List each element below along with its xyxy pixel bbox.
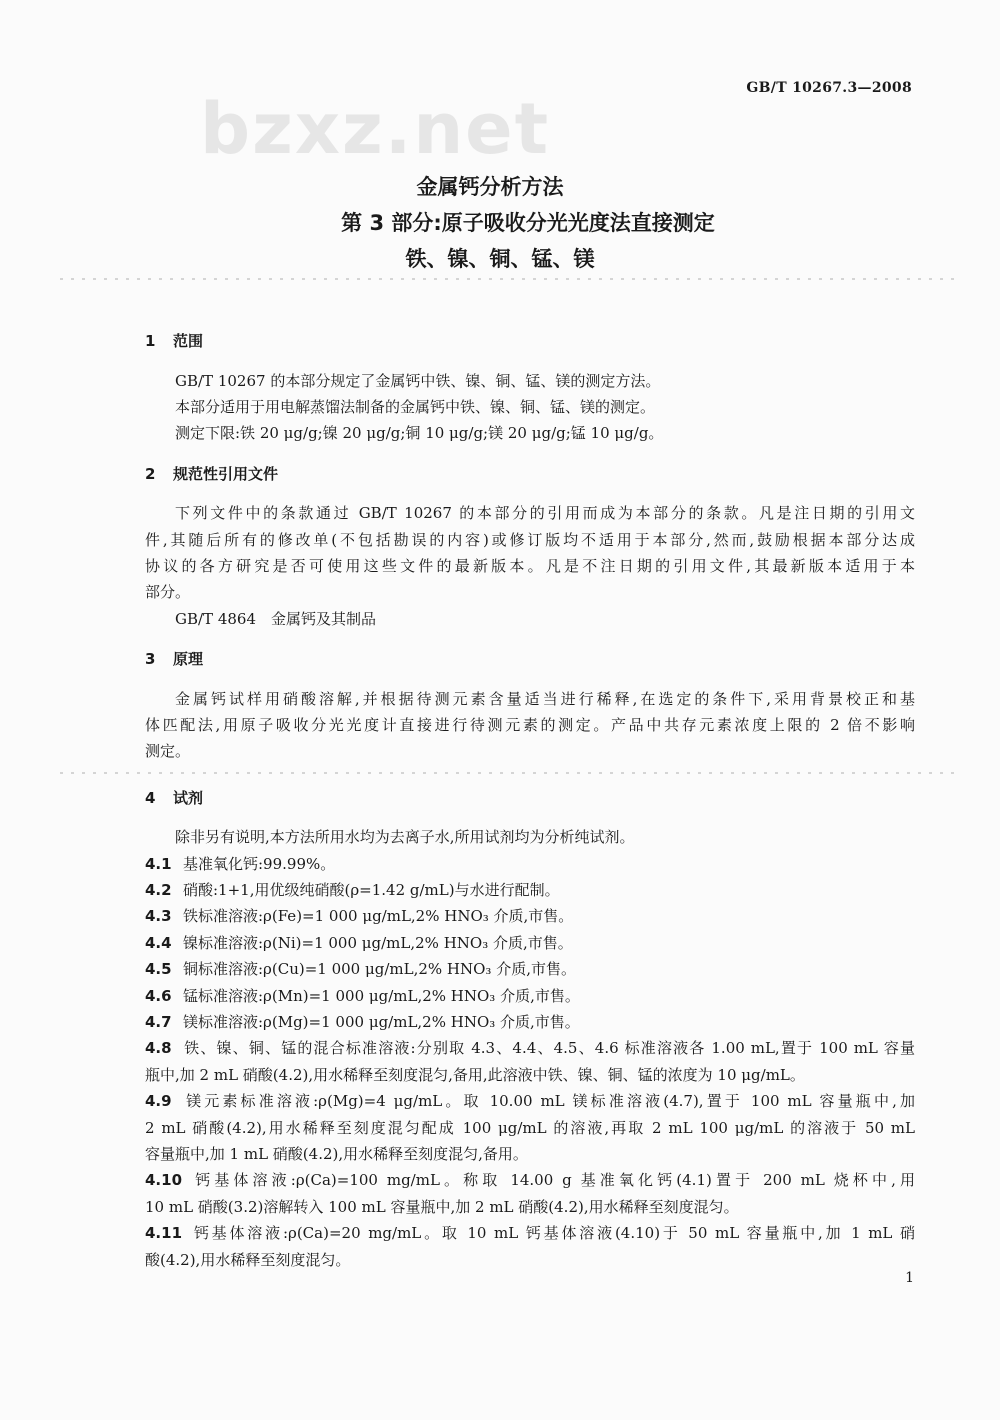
reagent-item [145, 1035, 915, 1088]
section-heading [145, 328, 915, 355]
reagent-line [145, 1167, 915, 1193]
reagent-number: 4.9 [145, 1092, 172, 1111]
reagent-line [145, 1194, 915, 1220]
reagent-line [145, 877, 915, 903]
reagent-text: 锰标准溶液:ρ(Mn)=1 000 μg/mL,2% HNO₃ 介质,市售。 [183, 986, 580, 1005]
reagent-text: 镁元素标准溶液:ρ(Mg)=4 μg/mL。取 10.00 mL 镁标准溶液(4.7),置于 100 mL 容量瓶中,加 [183, 1092, 915, 1111]
reagent-line [145, 1220, 915, 1246]
reagent-number: 4.1 [145, 854, 172, 873]
paragraph-line: 除非另有说明,本方法所用水均为去离子水,所用试剂均为分析纯试剂。 [175, 828, 635, 847]
spacer [145, 447, 915, 461]
watermark: bzxz.net [200, 88, 551, 170]
paragraph-line: 下列文件中的条款通过 GB/T 10267 的本部分的引用而成为本部分的条款。凡是注日期的引用文 [175, 504, 915, 523]
document-title: 金属钙分析方法 [416, 175, 564, 199]
section-heading [145, 461, 915, 488]
reagent-number: 4.10 [145, 1171, 183, 1190]
reagent-number: 4.7 [145, 1013, 172, 1032]
reagent-item [145, 851, 915, 877]
reagent-line [145, 930, 915, 956]
reagent-item [145, 877, 915, 903]
reagent-item [145, 1009, 915, 1035]
paragraph-line: GB/T 10267 的本部分规定了金属钙中铁、镍、铜、锰、镁的测定方法。 [175, 371, 661, 390]
reagent-line [145, 1247, 915, 1273]
reagent-number: 4.5 [145, 960, 172, 979]
reagent-line [145, 1115, 915, 1141]
section-title: 规范性引用文件 [173, 464, 279, 483]
section-number: 4 [145, 788, 156, 807]
paragraph-line: 体匹配法,用原子吸收分光光度计直接进行待测元素的测定。产品中共存元素浓度上限的 2 倍不影响 [145, 716, 915, 735]
standard-number: GB/T 10267.3—2008 [746, 80, 912, 96]
reagent-item [145, 956, 915, 982]
reagent-item [145, 903, 915, 929]
reagent-number: 4.6 [145, 986, 172, 1005]
reagent-text: 钙基体溶液:ρ(Ca)=100 mg/mL。称取 14.00 g 基准氧化钙(4.1)置于 200 mL 烧杯中,用 [191, 1171, 915, 1190]
section-number: 3 [145, 650, 156, 669]
section-heading [145, 646, 915, 673]
reagent-number: 4.4 [145, 933, 172, 952]
reagent-item [145, 983, 915, 1009]
reagent-line [145, 956, 915, 982]
reagent-number: 4.8 [145, 1039, 172, 1058]
reagent-item [145, 930, 915, 956]
reagent-line [145, 983, 915, 1009]
normative-reference: GB/T 4864 金属钙及其制品 [175, 609, 377, 628]
reagent-text: 2 mL 硝酸(4.2),用水稀释至刻度混匀配成 100 μg/mL 的溶液,再取 2 mL 100 μg/mL 的溶液于 50 mL [145, 1118, 915, 1137]
section-number: 2 [145, 464, 156, 483]
paragraph-line: 本部分适用于用电解蒸馏法制备的金属钙中铁、镍、铜、锰、镁的测定。 [175, 397, 656, 416]
reagent-text: 钙基体溶液:ρ(Ca)=20 mg/mL。取 10 mL 钙基体溶液(4.10)于 50 mL 容量瓶中,加 1 mL 硝 [191, 1224, 915, 1243]
reagent-number: 4.3 [145, 907, 172, 926]
reagent-item [145, 1088, 915, 1167]
paragraph-line: 测定下限:铁 20 μg/g;镍 20 μg/g;铜 10 μg/g;镁 20 μg/g;锰 10 μg/g。 [175, 424, 664, 443]
reagent-line [145, 903, 915, 929]
section-title: 试剂 [173, 788, 204, 807]
reagent-text: 镍标准溶液:ρ(Ni)=1 000 μg/mL,2% HNO₃ 介质,市售。 [183, 933, 573, 952]
reagent-text: 镁标准溶液:ρ(Mg)=1 000 μg/mL,2% HNO₃ 介质,市售。 [183, 1013, 580, 1032]
paragraph-line: 部分。 [145, 583, 191, 602]
section-title: 范围 [173, 332, 204, 350]
reagent-line [145, 1088, 915, 1114]
section-number: 1 [145, 332, 156, 350]
reagent-line [145, 1062, 915, 1088]
paragraph-line: 协议的各方研究是否可使用这些文件的最新版本。凡是不注日期的引用文件,其最新版本适用于本 [145, 556, 915, 575]
reagent-line [145, 1035, 915, 1061]
spacer [145, 632, 915, 646]
reagent-item [145, 1220, 915, 1273]
section-heading [145, 785, 915, 812]
reagent-line [145, 1009, 915, 1035]
reagent-item [145, 1167, 915, 1220]
reagent-text: 瓶中,加 2 mL 硝酸(4.2),用水稀释至刻度混匀,备用,此溶液中铁、镍、铜、锰的浓度为 10 μg/mL。 [145, 1065, 805, 1084]
paragraph-line: 测定。 [145, 742, 191, 761]
scan-noise [60, 278, 960, 280]
reagent-text: 硝酸:1+1,用优级纯硝酸(ρ=1.42 g/mL)与水进行配制。 [183, 881, 560, 900]
reagent-text: 容量瓶中,加 1 mL 硝酸(4.2),用水稀释至刻度混匀,备用。 [145, 1144, 528, 1163]
reagent-text: 基准氧化钙:99.99%。 [183, 854, 336, 873]
reagent-line [145, 1141, 915, 1167]
paragraph-line: 件,其随后所有的修改单(不包括勘误的内容)或修订版均不适用于本部分,然而,鼓励根据本部分达成 [145, 530, 915, 549]
section-title: 原理 [173, 650, 204, 669]
reagent-text: 10 mL 硝酸(3.2)溶解转入 100 mL 容量瓶中,加 2 mL 硝酸(4.2),用水稀释至刻度混匀。 [145, 1197, 739, 1216]
document-body [145, 328, 915, 1273]
reagent-text: 铁、镍、铜、锰的混合标准溶液:分别取 4.3、4.4、4.5、4.6 标准溶液各 1.00 mL,置于 100 mL 容量 [183, 1039, 915, 1058]
paragraph-line: 金属钙试样用硝酸溶解,并根据待测元素含量适当进行稀释,在选定的条件下,采用背景校正和基 [175, 689, 915, 708]
document-subtitle: 第 3 部分:原子吸收分光光度法直接测定 [341, 211, 715, 235]
reagent-number: 4.11 [145, 1224, 183, 1243]
reagent-number: 4.2 [145, 881, 172, 900]
document-subtitle-elements: 铁、镍、铜、锰、镁 [405, 247, 595, 271]
reagent-line [145, 851, 915, 877]
reagent-text: 铜标准溶液:ρ(Cu)=1 000 μg/mL,2% HNO₃ 介质,市售。 [183, 960, 576, 979]
spacer [145, 765, 915, 785]
reagent-text: 铁标准溶液:ρ(Fe)=1 000 μg/mL,2% HNO₃ 介质,市售。 [183, 907, 574, 926]
page-number: 1 [905, 1270, 914, 1286]
reagent-text: 酸(4.2),用水稀释至刻度混匀。 [145, 1250, 351, 1269]
